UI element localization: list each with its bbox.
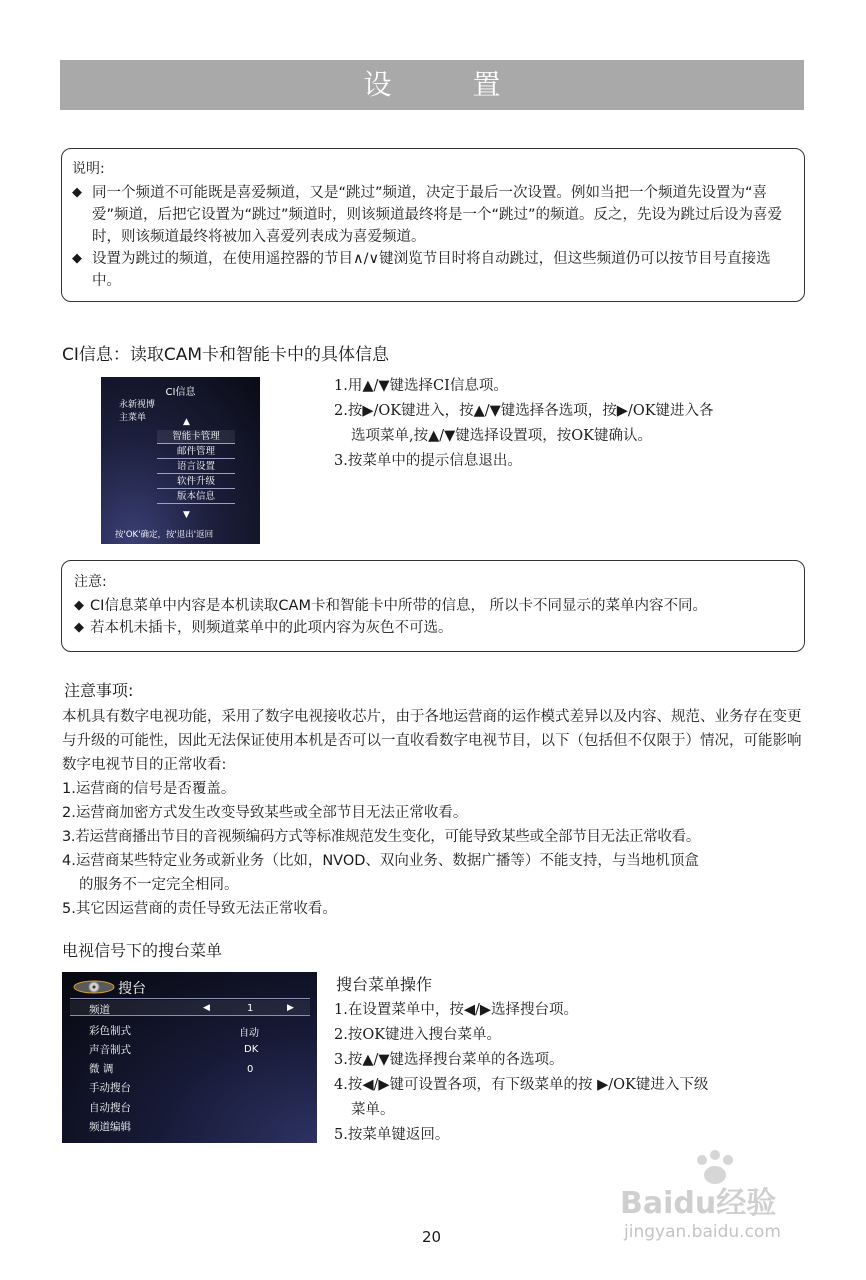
- step-line: 2.按OK键进入搜台菜单。: [334, 1027, 502, 1043]
- scan-op-title: 搜台菜单操作: [336, 975, 433, 994]
- scan-row-label: 频道编辑: [89, 1121, 131, 1133]
- scan-row-value: 自动: [239, 1028, 259, 1039]
- notice-item: 3.若运营商播出节目的音视频编码方式等标准规范发生变化，可能导致某些或全部节目无法正常收看。: [62, 829, 701, 845]
- scan-row-value: DK: [244, 1044, 259, 1055]
- step-line: 3.按菜单中的提示信息退出。: [334, 453, 522, 469]
- step-line: 4.按◀/▶键可设置各项，有下级菜单的按 ▶/OK键进入下级: [334, 1077, 709, 1093]
- diamond-bullet-icon: ◆: [74, 598, 84, 613]
- note-item: ◆ 若本机未插卡，则频道菜单中的此项内容为灰色不可选。: [74, 617, 792, 639]
- note-item: ◆ 同一个频道不可能既是喜爱频道，又是“跳过”频道，决定于最后一次设置。例如当把一个频道先设置为“喜爱”频道，后把它设置为“跳过”频道时，则该频道最终将是一个“跳过”的频道。反之，先设为跳过后设为喜爱时，则该频道最终将被加入喜爱列表成为喜爱频道。: [72, 182, 790, 248]
- scan-row-value: 1: [247, 1003, 254, 1014]
- step-line: 1.在设置菜单中，按◀/▶选择搜台项。: [334, 1002, 579, 1018]
- scan-row-label: 手动搜台: [89, 1082, 131, 1094]
- step-line: 5.按菜单键返回。: [334, 1127, 450, 1143]
- ci-menu-item: 软件升级: [157, 475, 235, 489]
- step-line: 菜单。: [351, 1102, 395, 1118]
- note-item: ◆ CI信息菜单中内容是本机读取CAM卡和智能卡中所带的信息， 所以卡不同显示的菜单内容不同。: [74, 595, 792, 617]
- step-line: 1.用▲/▼键选择CI信息项。: [334, 378, 508, 394]
- scan-screen-title: 搜台: [118, 981, 146, 997]
- note-item: ◆ 设置为跳过的频道，在使用遥控器的节目∧/∨键浏览节目时将自动跳过，但这些频道仍可以按节目号直接选中。: [72, 248, 790, 292]
- scan-row-label: 彩色制式: [89, 1025, 131, 1037]
- notice-item: 2.运营商加密方式发生改变导致某些或全部节目无法正常收看。: [62, 805, 468, 821]
- ci-section-heading: CI信息：读取CAM卡和智能卡中的具体信息: [62, 345, 390, 365]
- notice-body: [62, 705, 806, 921]
- notice-item: 4.运营商某些特定业务或新业务（比如，NVOD、双向业务、数据广播等）不能支持，与当地机顶盒: [62, 853, 699, 869]
- note-box-explanation: [61, 148, 805, 302]
- ci-menu-item: 语言设置: [157, 460, 235, 474]
- ci-steps: [334, 374, 804, 474]
- notice-item: 1.运营商的信号是否覆盖。: [62, 781, 236, 797]
- ci-screen-line1: 永新视博: [119, 400, 156, 410]
- scan-steps: [334, 998, 804, 1148]
- note-head: 注意:: [74, 574, 107, 590]
- notice-item: 5.其它因运营商的责任导致无法正常收看。: [62, 901, 337, 917]
- diamond-bullet-icon: ◆: [74, 620, 84, 635]
- watermark-logo: Baidu经验: [620, 1186, 777, 1221]
- left-arrow-icon: ◀: [203, 1003, 210, 1013]
- ci-screen-footer: 按'OK'确定，按'退出'返回: [115, 530, 214, 540]
- ci-menu-screenshot: [101, 377, 260, 544]
- scan-row-label: 声音制式: [89, 1044, 131, 1056]
- note-head: 说明:: [72, 161, 105, 177]
- ci-menu-item: 邮件管理: [157, 445, 235, 459]
- notice-heading: 注意事项:: [64, 681, 134, 700]
- disc-logo-icon: [72, 978, 116, 1000]
- scan-row-value: 0: [247, 1064, 254, 1075]
- right-arrow-icon: ▶: [287, 1003, 294, 1013]
- page-number: 20: [422, 1228, 442, 1246]
- note-box-attention: [61, 560, 805, 652]
- scan-row-label: 微 调: [89, 1063, 114, 1075]
- scan-row-label: 自动搜台: [89, 1102, 131, 1114]
- ci-menu-item: 版本信息: [157, 490, 235, 504]
- title-underline: [70, 998, 310, 999]
- diamond-bullet-icon: ◆: [72, 251, 82, 266]
- down-arrow-icon: ▼: [183, 510, 190, 520]
- notice-intro: 本机具有数字电视功能，采用了数字电视接收芯片，由于各地运营商的运作模式差异以及内容、规范、业务存在变更与升级的可能性，因此无法保证使用本机是否可以一直收看数字电视节目，以下（包括但不仅限于）情况，可能影响数字电视节目的正常收看:: [62, 709, 802, 773]
- scan-menu-screenshot: [62, 972, 317, 1143]
- watermark-url: jingyan.baidu.com: [624, 1222, 781, 1242]
- notice-item: 的服务不一定完全相同。: [79, 877, 239, 893]
- step-line: 3.按▲/▼键选择搜台菜单的各选项。: [334, 1052, 564, 1068]
- step-line: 选项菜单,按▲/▼键选择设置项，按OK键确认。: [351, 428, 653, 444]
- ci-menu-item: 智能卡管理: [157, 430, 235, 444]
- diamond-bullet-icon: ◆: [72, 185, 82, 200]
- step-line: 2.按▶/OK键进入，按▲/▼键选择各选项，按▶/OK键进入各: [334, 403, 714, 419]
- up-arrow-icon: ▲: [183, 417, 190, 427]
- ci-screen-line2: 主菜单: [119, 413, 147, 423]
- scan-row-label: 频道: [89, 1004, 110, 1016]
- page-title: 设 置: [60, 60, 804, 110]
- scan-section-heading: 电视信号下的搜台菜单: [62, 941, 223, 960]
- ci-screen-title: CI信息: [165, 387, 196, 398]
